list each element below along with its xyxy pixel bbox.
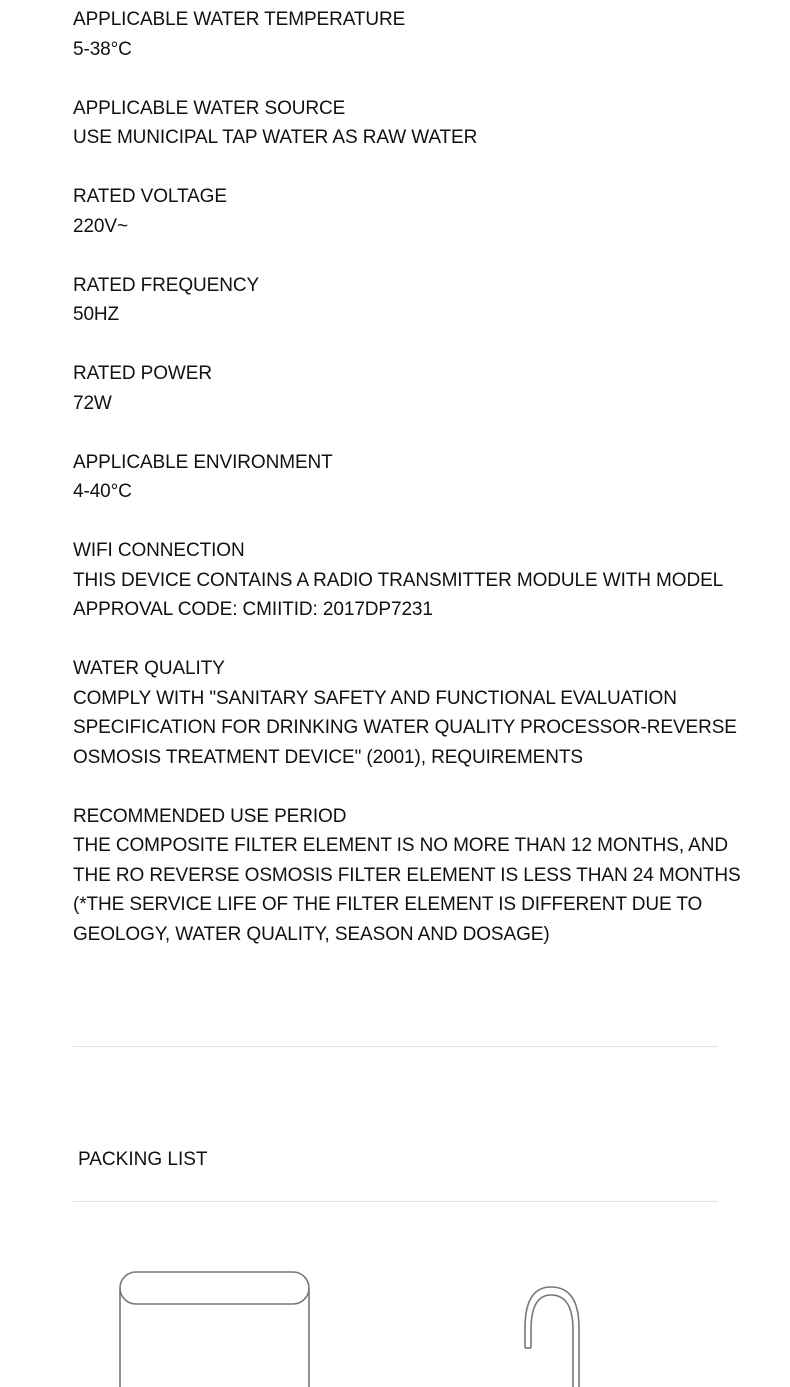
spec-item — [73, 182, 773, 241]
spec-item — [73, 802, 773, 950]
spec-item — [73, 448, 773, 507]
divider-top — [73, 1046, 718, 1047]
spec-value: 4-40°C — [73, 481, 132, 502]
spec-value: THE COMPOSITE FILTER ELEMENT IS NO MORE THAN 12 MONTHS, AND — [73, 835, 728, 856]
spec-label: APPLICABLE ENVIRONMENT — [73, 451, 333, 473]
packing-list-illustrations — [0, 1240, 790, 1387]
divider-bottom — [73, 1201, 718, 1202]
spec-value: 50HZ — [73, 304, 120, 325]
spec-label: APPLICABLE WATER TEMPERATURE — [73, 9, 406, 30]
spec-list — [73, 5, 773, 979]
spec-value: COMPLY WITH "SANITARY SAFETY AND FUNCTIONAL EVALUATION — [73, 687, 677, 709]
spec-label: RATED VOLTAGE — [73, 186, 227, 207]
spec-value: APPROVAL CODE: CMIITID: 2017DP7231 — [73, 599, 433, 620]
spec-item — [73, 94, 773, 153]
spec-item — [73, 536, 773, 625]
packing-list-title: PACKING LIST — [78, 1149, 208, 1170]
spec-label: WIFI CONNECTION — [73, 540, 245, 561]
spec-value: USE MUNICIPAL TAP WATER AS RAW WATER — [73, 127, 478, 148]
spec-label: RECOMMENDED USE PERIOD — [73, 805, 347, 827]
spec-value: SPECIFICATION FOR DRINKING WATER QUALITY PROCESSOR-REVERSE — [73, 717, 737, 738]
spec-item — [73, 654, 773, 772]
spec-item — [73, 271, 773, 330]
spec-item — [73, 5, 773, 64]
spec-item — [73, 359, 773, 418]
spec-value: 5-38°C — [73, 38, 132, 60]
spec-value: 72W — [73, 392, 112, 414]
spec-value: 220V~ — [73, 215, 128, 237]
spec-label: RATED POWER — [73, 363, 212, 384]
spec-value: GEOLOGY, WATER QUALITY, SEASON AND DOSAGE) — [73, 923, 550, 945]
spec-value: THE RO REVERSE OSMOSIS FILTER ELEMENT IS LESS THAN 24 MONTHS — [73, 864, 741, 886]
filter-cartridge-icon — [120, 1272, 309, 1387]
spec-label: APPLICABLE WATER SOURCE — [73, 97, 346, 119]
spec-value: THIS DEVICE CONTAINS A RADIO TRANSMITTER MODULE WITH MODEL — [73, 569, 724, 591]
spec-label: RATED FREQUENCY — [73, 274, 260, 296]
spec-value: OSMOSIS TREATMENT DEVICE" (2001), REQUIREMENTS — [73, 746, 583, 768]
faucet-icon — [525, 1287, 579, 1387]
spec-label: WATER QUALITY — [73, 658, 225, 679]
spec-value: (*THE SERVICE LIFE OF THE FILTER ELEMENT IS DIFFERENT DUE TO — [73, 894, 703, 915]
